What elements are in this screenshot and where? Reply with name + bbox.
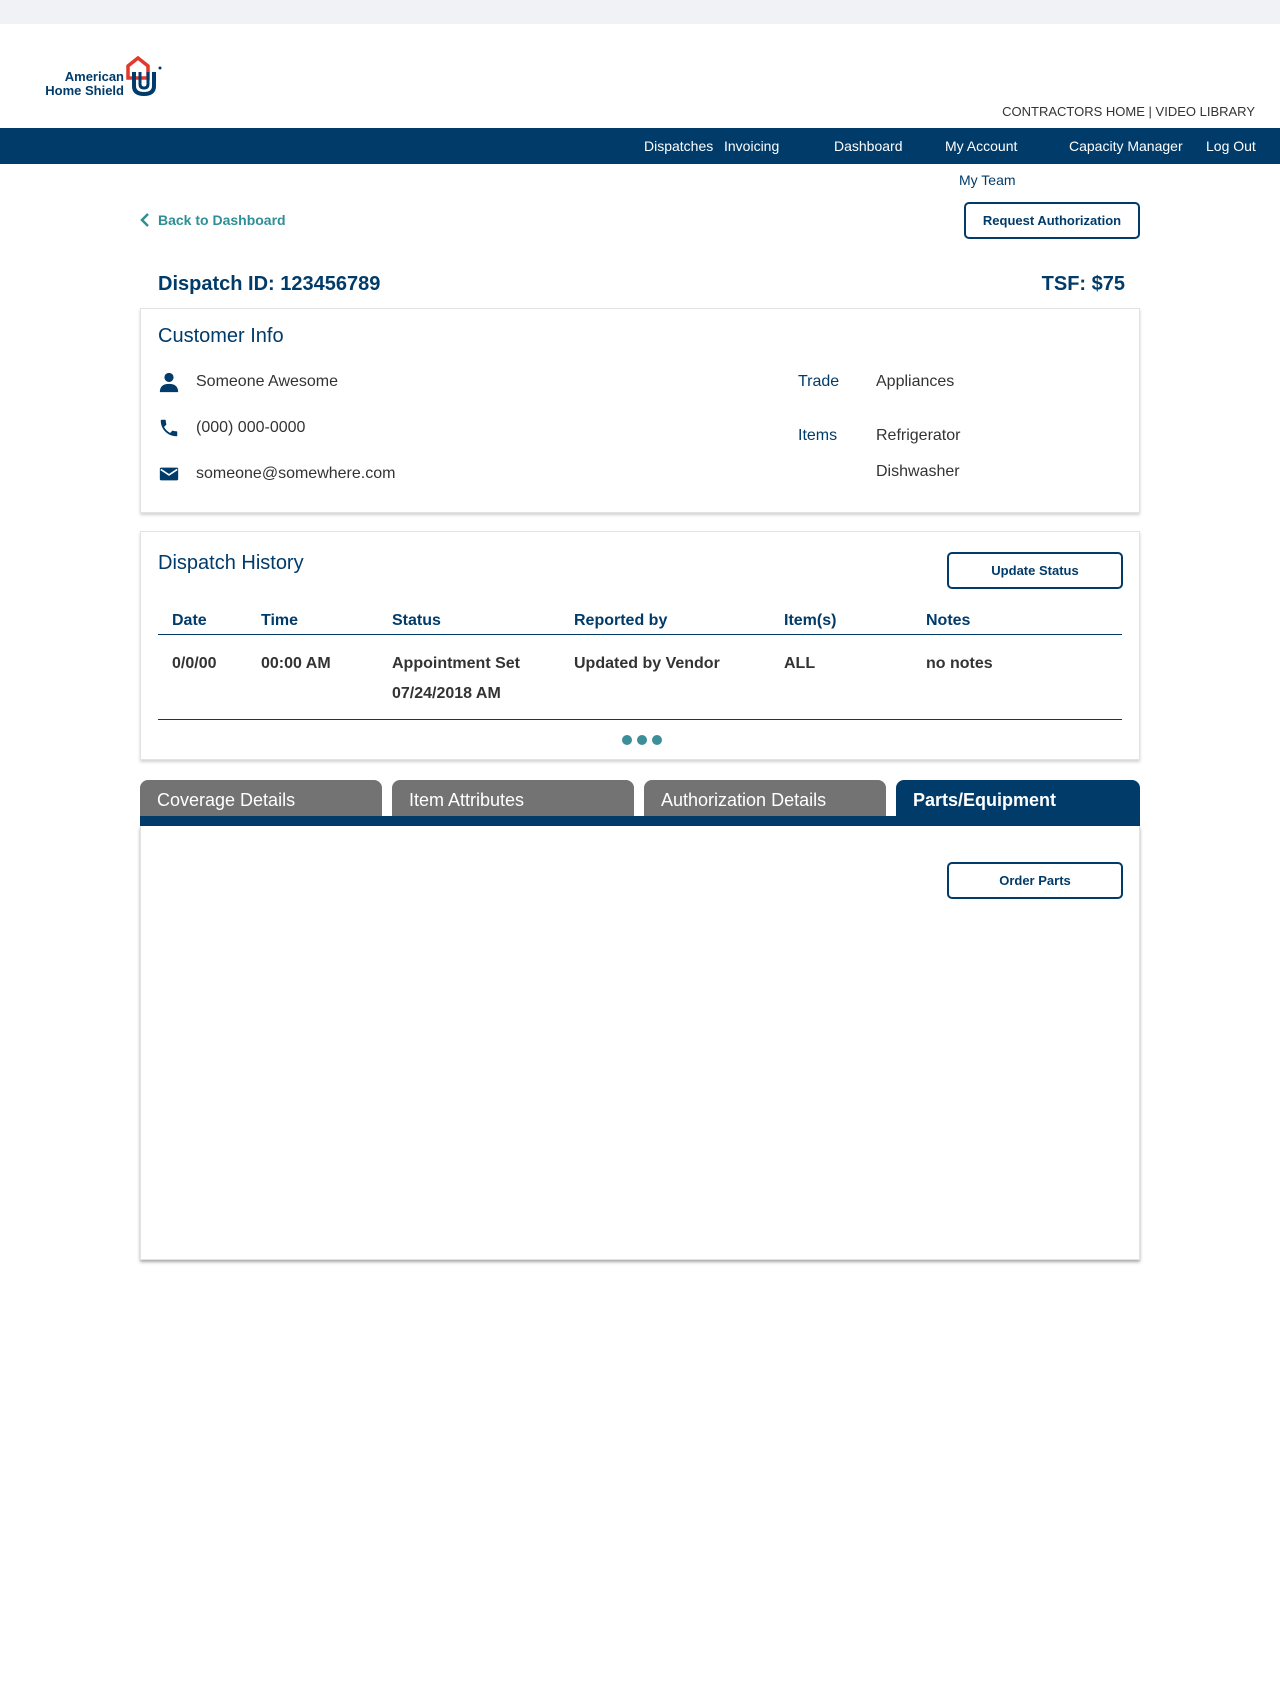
logo-wordmark (40, 70, 124, 98)
col-time: Time (261, 612, 299, 629)
tsf-amount: TSF: $75 (1041, 273, 1125, 295)
video-library-link[interactable]: VIDEO LIBRARY (1155, 104, 1255, 119)
col-notes: Notes (926, 612, 971, 629)
table-header-divider (158, 634, 1122, 635)
parts-equipment-panel (140, 826, 1140, 1260)
items-label: Items (798, 427, 838, 444)
col-items: Item(s) (784, 612, 837, 629)
nav-dispatches[interactable]: Dispatches (644, 138, 714, 154)
row-reported-by: Updated by Vendor (574, 655, 720, 672)
trade-label: Trade (798, 373, 840, 390)
logo-line-2: Home Shield (45, 83, 124, 98)
dispatch-id: Dispatch ID: 123456789 (158, 273, 381, 295)
customer-email-row (158, 463, 395, 485)
customer-name: Someone Awesome (196, 373, 339, 390)
col-date: Date (172, 612, 207, 629)
nav-my-team[interactable]: My Team (959, 172, 1016, 188)
more-history-icon[interactable] (622, 735, 662, 745)
row-items: ALL (784, 655, 816, 672)
mail-icon (158, 463, 180, 485)
logo-line-1: American (64, 69, 124, 84)
person-icon (158, 371, 180, 393)
tab-parts-equipment[interactable]: Parts/Equipment (896, 780, 1140, 826)
customer-email: someone@somewhere.com (196, 465, 396, 482)
nav-dashboard[interactable]: Dashboard (834, 138, 903, 154)
row-status-line2: 07/24/2018 AM (392, 685, 501, 702)
back-to-dashboard-link[interactable] (140, 212, 286, 228)
tab-item-attributes[interactable]: Item Attributes (392, 780, 634, 816)
customer-info-card (140, 308, 1140, 513)
col-reported-by: Reported by (574, 612, 668, 629)
request-authorization-button[interactable]: Request Authorization (964, 202, 1140, 239)
row-notes: no notes (926, 655, 993, 672)
nav-capacity-manager[interactable]: Capacity Manager (1069, 138, 1183, 154)
customer-phone-row (158, 417, 305, 439)
tab-underline-bar (140, 816, 1140, 826)
american-home-shield-logo[interactable] (40, 56, 170, 102)
nav-log-out[interactable]: Log Out (1206, 138, 1256, 154)
contractors-home-link[interactable]: CONTRACTORS HOME (1002, 104, 1145, 119)
row-time: 00:00 AM (261, 655, 331, 672)
order-parts-button[interactable]: Order Parts (947, 862, 1123, 899)
dispatch-history-title: Dispatch History (158, 552, 304, 574)
col-status: Status (392, 612, 441, 629)
trade-value: Appliances (876, 373, 955, 390)
customer-phone: (000) 000-0000 (196, 419, 306, 436)
update-status-button[interactable]: Update Status (947, 552, 1123, 589)
tab-coverage-details[interactable]: Coverage Details (140, 780, 382, 816)
customer-name-row (158, 371, 338, 393)
main-navbar (0, 128, 1280, 164)
item-refrigerator: Refrigerator (876, 427, 961, 444)
chevron-left-icon (140, 212, 150, 228)
back-to-dashboard-label: Back to Dashboard (158, 212, 286, 228)
utility-separator: | (1144, 104, 1156, 119)
phone-icon (158, 417, 180, 439)
house-shield-icon (124, 56, 170, 98)
nav-my-account[interactable]: My Account (945, 138, 1018, 154)
dispatch-history-card (140, 531, 1140, 760)
table-bottom-divider (158, 719, 1122, 720)
nav-invoicing[interactable]: Invoicing (724, 138, 780, 154)
browser-top-strip (0, 0, 1280, 24)
utility-links (1002, 104, 1255, 119)
item-dishwasher: Dishwasher (876, 463, 960, 480)
customer-info-title: Customer Info (158, 325, 284, 347)
row-date: 0/0/00 (172, 655, 217, 672)
tab-authorization-details[interactable]: Authorization Details (644, 780, 886, 816)
row-status-line1: Appointment Set (392, 655, 520, 672)
